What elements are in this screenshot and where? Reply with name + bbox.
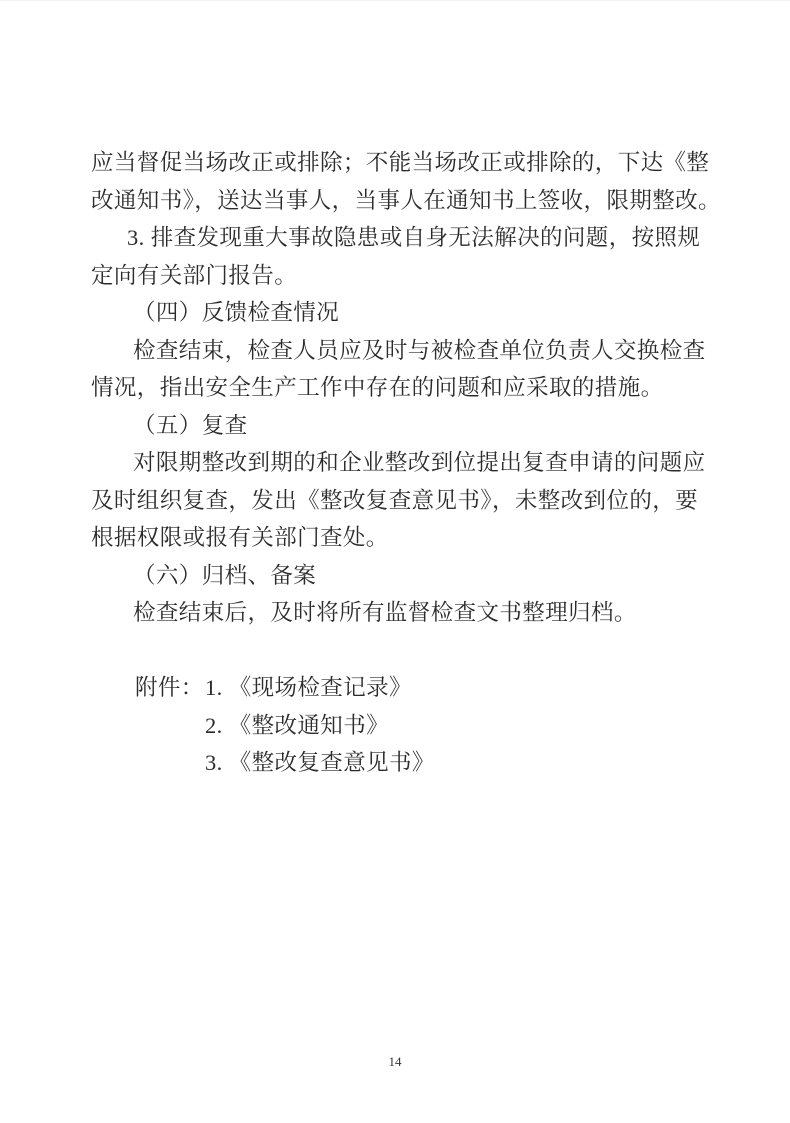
document-line: 应当督促当场改正或排除；不能当场改正或排除的，下达《整 bbox=[91, 150, 710, 175]
document-line: 情况，指出安全生产工作中存在的问题和应采取的措施。 bbox=[91, 375, 664, 400]
page-number: 14 bbox=[388, 1054, 402, 1069]
document-heading-6: （六）归档、备案 bbox=[133, 562, 317, 588]
attachments-line bbox=[91, 669, 731, 707]
document-body bbox=[91, 144, 731, 782]
blank-line bbox=[91, 632, 731, 670]
document-line: 检查结束后，及时将所有监督检查文书整理归档。 bbox=[133, 600, 637, 625]
document-heading-5: （五）复查 bbox=[133, 412, 248, 438]
document-line: 检查结束，检查人员应及时与被检查单位负责人交换检查 bbox=[133, 337, 706, 363]
document-line: 定向有关部门报告。 bbox=[91, 262, 298, 288]
document-line: 对限期整改到期的和企业整改到位提出复查申请的问题应 bbox=[133, 450, 706, 475]
document-line: 3. 排查发现重大事故隐患或自身无法解决的问题，按照规 bbox=[127, 225, 701, 250]
document-line: 根据权限或报有关部门查处。 bbox=[91, 525, 389, 550]
document-line: 改通知书》，送达当事人，当事人在通知书上签收，限期整改。 bbox=[91, 187, 721, 213]
document-line: 及时组织复查，发出《整改复查意见书》，未整改到位的，要 bbox=[91, 487, 699, 513]
attachment-item: 2. 《整改通知书》 bbox=[205, 712, 390, 738]
attachment-item: 1. 《现场检查记录》 bbox=[205, 675, 412, 700]
document-heading-4: （四）反馈检查情况 bbox=[133, 300, 340, 325]
attachment-item: 3. 《整改复查意见书》 bbox=[205, 750, 435, 775]
attachments-label: 附件： bbox=[135, 675, 204, 700]
